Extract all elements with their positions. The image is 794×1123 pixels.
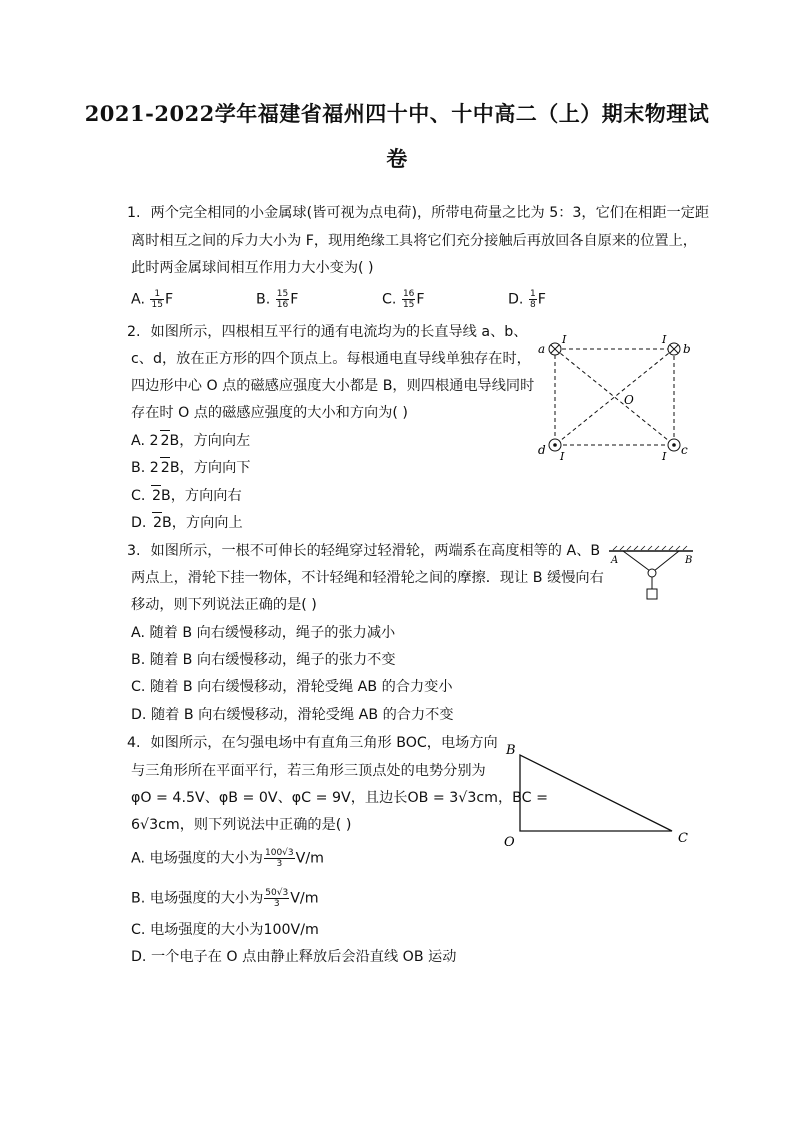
page-title-line2: 卷: [386, 146, 408, 171]
triangle-boc: [520, 755, 672, 831]
q1-line-3: 此时两金属球间相互作用力大小变为( ): [131, 260, 374, 276]
q1-line-2: 离时相互之间的斥力大小为 F，现用绝缘工具将它们充分接触后再放回各自原来的位置上，: [131, 233, 697, 249]
label-current-b: I: [662, 333, 667, 346]
weight-block-icon: [647, 589, 657, 599]
rope-right: [654, 551, 679, 571]
pulley-icon: [648, 569, 656, 577]
q3-option-d[interactable]: D. 随着 B 向右缓慢移动，滑轮受绳 AB 的合力不变: [131, 707, 454, 723]
q2-wire-square-figure: [536, 333, 694, 463]
label-b: B: [506, 743, 516, 758]
q2-line-3: 四边形中心 O 点的磁感应强度大小都是 B，则四根通电导线同时: [131, 378, 535, 394]
q2-option-b[interactable]: B. 2 2B，方向向下: [131, 457, 251, 478]
label-b: b: [683, 342, 691, 356]
q3-option-c[interactable]: C. 随着 B 向右缓慢移动，滑轮受绳 AB 的合力变小: [131, 679, 453, 695]
q3-number: 3.: [127, 543, 141, 559]
q1-option-a[interactable]: A. $\frac{1}{15}$ F: [131, 289, 174, 310]
label-d: d: [538, 443, 546, 457]
label-c: c: [681, 443, 688, 457]
q3-option-a[interactable]: A. 随着 B 向右缓慢移动，绳子的张力减小: [131, 625, 396, 641]
q4-triangle-figure: [500, 738, 700, 850]
q4-option-d[interactable]: D. 一个电子在 O 点由静止释放后会沿直线 OB 运动: [131, 949, 457, 965]
q2-option-a[interactable]: A. 2 2B，方向向左: [131, 430, 250, 451]
q2-line-4: 存在时 O 点的磁感应强度的大小和方向为( ): [131, 405, 408, 421]
q1-option-b[interactable]: B. $\frac{15}{16}$ F: [256, 289, 299, 310]
label-a: a: [538, 342, 546, 356]
label-current-a: I: [562, 333, 567, 346]
q2-number: 2.: [127, 324, 141, 340]
fraction: $\frac{1}{15}$: [151, 289, 163, 310]
rope-left: [623, 551, 650, 571]
fraction: $\frac{15}{16}$: [276, 289, 289, 310]
q4-line-2: 与三角形所在平面平行，若三角形三顶点处的电势分别为: [131, 763, 486, 779]
wire-a-into-page-icon: [549, 343, 561, 355]
q4-option-a[interactable]: A. 电场强度的大小为 $\frac{100√3}{3}$ V/m: [131, 848, 324, 869]
label-b: B: [685, 555, 693, 566]
wire-c-out-of-page-icon: [668, 439, 680, 451]
q4-option-c[interactable]: C. 电场强度的大小为100V/m: [131, 922, 319, 938]
fraction: $\frac{50√3}{3}$: [265, 888, 289, 909]
q2-line-1: 2. 如图所示，四根相互平行的通有电流均为的长直导线 a、b、: [127, 324, 528, 340]
q3-line-3: 移动，则下列说法正确的是( ): [131, 597, 317, 613]
q3-line-2: 两点上，滑轮下挂一物体，不计轻绳和轻滑轮之间的摩擦．现让 B 缓慢向右: [131, 570, 604, 586]
q2-line-2: c、d，放在正方形的四个顶点上。每根通电直导线单独存在时，: [131, 351, 531, 367]
q1-line-1: 1. 两个完全相同的小金属球(皆可视为点电荷)，所带电荷量之比为 5：3，它们在相距一定距: [127, 205, 710, 221]
q4-line-4: 6√3cm，则下列说法中正确的是( ): [131, 817, 352, 833]
q1-option-c[interactable]: C. $\frac{16}{15}$ F: [382, 289, 425, 310]
wire-b-into-page-icon: [668, 343, 680, 355]
fraction: $\frac{1}{8}$: [529, 289, 536, 310]
label-a: A: [611, 555, 619, 566]
fraction: $\frac{100√3}{3}$: [265, 848, 294, 869]
label-current-d: I: [560, 450, 565, 463]
label-current-c: I: [662, 450, 667, 463]
fraction: $\frac{16}{15}$: [402, 289, 415, 310]
q4-number: 4.: [127, 735, 141, 751]
q4-option-b[interactable]: B. 电场强度的大小为 $\frac{50√3}{3}$ V/m: [131, 888, 319, 909]
q2-option-c[interactable]: C. 2B，方向向右: [131, 485, 242, 506]
page-title-line1: 2021-2022学年福建省福州四十中、十中高二（上）期末物理试: [84, 101, 710, 126]
label-c: C: [678, 831, 688, 846]
ceiling-hatch: [613, 546, 687, 550]
q1-number: 1.: [127, 205, 141, 221]
q4-line-3: φO = 4.5V、φB = 0V、φC = 9V，且边长OB = 3√3cm，BC =: [131, 790, 548, 806]
q3-option-b[interactable]: B. 随着 B 向右缓慢移动，绳子的张力不变: [131, 652, 396, 668]
q2-option-d[interactable]: D. 2B，方向向上: [131, 512, 243, 533]
q4-line-1: 4. 如图所示，在匀强电场中有直角三角形 BOC，电场方向: [127, 735, 498, 751]
q3-line-1: 3. 如图所示，一根不可伸长的轻绳穿过轻滑轮，两端系在高度相等的 A、B: [127, 543, 601, 559]
label-o: O: [504, 835, 515, 850]
q3-pulley-figure: [605, 545, 697, 603]
q1-option-d[interactable]: D. $\frac{1}{8}$ F: [508, 289, 546, 310]
label-o: O: [624, 393, 634, 407]
